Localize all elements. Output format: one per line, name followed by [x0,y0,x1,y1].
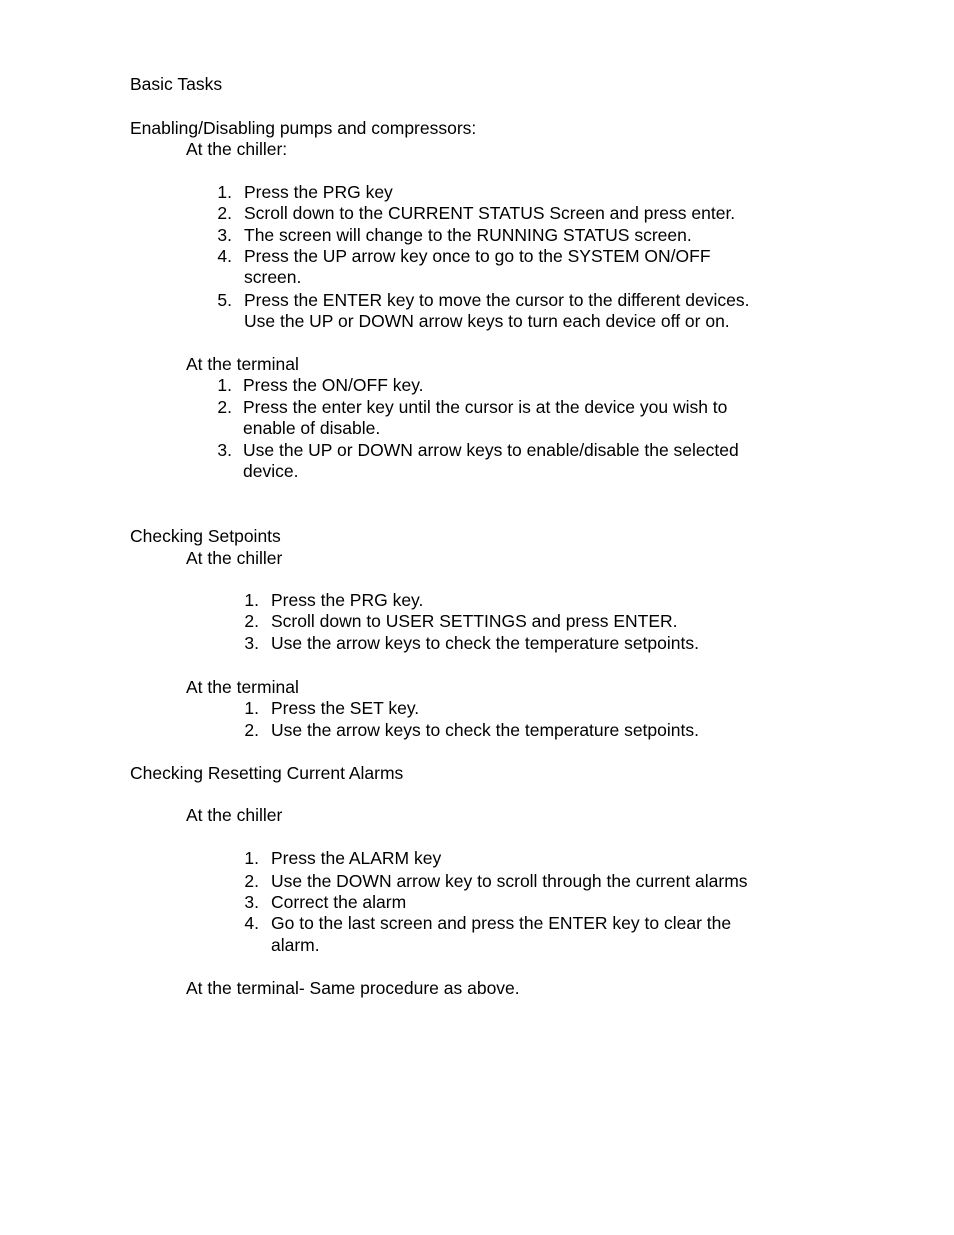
group-label-terminal: At the terminal- Same procedure as above. [186,978,520,998]
step-text-continued: alarm. [271,935,320,955]
section-heading-enabling: Enabling/Disabling pumps and compressors: [130,118,477,138]
step-text: Use the DOWN arrow key to scroll through the current alarms [271,871,748,891]
step-text-continued: screen. [244,267,302,287]
step-number: 2. [244,611,259,631]
step-text: Correct the alarm [271,892,407,912]
step-text: Press the UP arrow key once to go to the SYSTEM ON/OFF [244,246,711,266]
step-number: 4. [244,913,259,933]
step-number: 3. [244,892,259,912]
step-number: 1. [244,848,259,868]
group-label-terminal: At the terminal [186,354,299,374]
step-text: Press the ON/OFF key. [243,375,424,395]
step-text: Press the PRG key. [271,590,424,610]
step-number: 1. [217,375,232,395]
page-title: Basic Tasks [130,74,223,94]
group-label-chiller: At the chiller [186,805,283,825]
group-label-chiller: At the chiller [186,548,283,568]
step-text: Use the arrow keys to check the temperature setpoints. [271,720,699,740]
step-text: Go to the last screen and press the ENTER key to clear the [271,913,732,933]
group-label-terminal: At the terminal [186,677,299,697]
step-number: 3. [217,225,232,245]
step-text-continued: enable of disable. [243,418,381,438]
step-number: 2. [244,871,259,891]
step-text: Press the SET key. [271,698,420,718]
step-text: Press the ALARM key [271,848,442,868]
step-number: 3. [244,633,259,653]
step-number: 2. [217,203,232,223]
step-text-continued: Use the UP or DOWN arrow keys to turn each device off or on. [244,311,730,331]
step-number: 1. [244,698,259,718]
step-text-continued: device. [243,461,299,481]
section-heading-setpoints: Checking Setpoints [130,526,281,546]
section-heading-alarms: Checking Resetting Current Alarms [130,763,404,783]
step-number: 1. [244,590,259,610]
step-text: Scroll down to USER SETTINGS and press ENTER. [271,611,678,631]
group-label-chiller: At the chiller: [186,139,288,159]
step-text: Use the arrow keys to check the temperature setpoints. [271,633,699,653]
step-text: The screen will change to the RUNNING STATUS screen. [244,225,692,245]
step-number: 3. [217,440,232,460]
step-text: Use the UP or DOWN arrow keys to enable/disable the selected [243,440,739,460]
step-text: Press the PRG key [244,182,393,202]
step-number: 2. [244,720,259,740]
step-number: 2. [217,397,232,417]
step-text: Scroll down to the CURRENT STATUS Screen and press enter. [244,203,736,223]
step-text: Press the ENTER key to move the cursor to the different devices. [244,290,750,310]
step-text: Press the enter key until the cursor is at the device you wish to [243,397,728,417]
step-number: 5. [217,290,232,310]
step-number: 4. [217,246,232,266]
step-number: 1. [217,182,232,202]
